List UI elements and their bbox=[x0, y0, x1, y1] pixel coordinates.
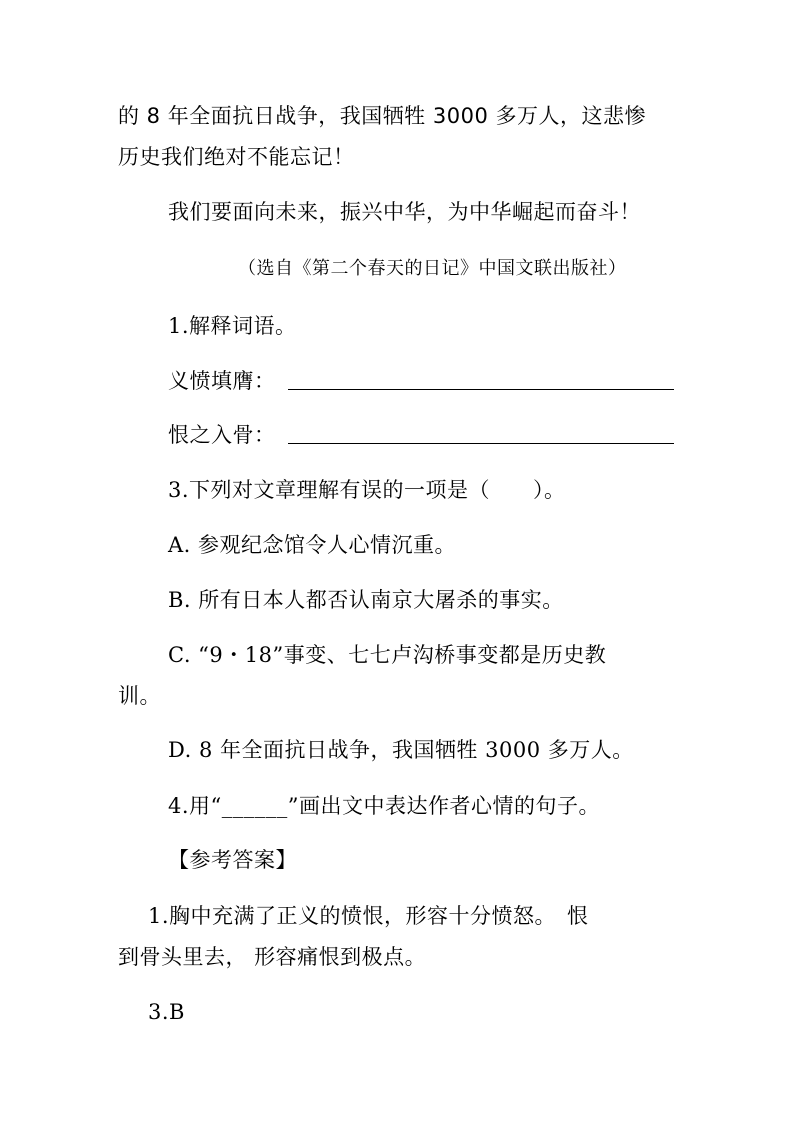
question-3-title: 3.下列对文章理解有误的一项是（ ）。 bbox=[168, 478, 566, 502]
question-1-word-1-label: 义愤填膺： bbox=[168, 369, 276, 393]
question-1-word-2-answer-line[interactable] bbox=[288, 443, 674, 444]
question-3-option-c-continued: 训。 bbox=[118, 684, 161, 708]
passage-line-2: 历史我们绝对不能忘记！ bbox=[118, 145, 355, 169]
answer-1-line-2: 到骨头里去， 形容痛恨到极点。 bbox=[118, 945, 427, 969]
answer-3: 3.B bbox=[148, 1000, 185, 1024]
question-3-option-c: C. “9・18”事变、七七卢沟桥事变都是历史教 bbox=[168, 643, 607, 667]
passage-line-1: 的 8 年全面抗日战争，我国牺牲 3000 多万人，这悲惨 bbox=[118, 104, 647, 128]
passage-source: （选自《第二个春天的日记》中国文联出版社） bbox=[238, 258, 627, 279]
question-1-word-1-answer-line[interactable] bbox=[288, 389, 674, 390]
answers-heading: 【参考答案】 bbox=[168, 848, 297, 872]
passage-line-3: 我们要面向未来，振兴中华，为中华崛起而奋斗！ bbox=[168, 200, 641, 224]
question-1-title: 1.解释词语。 bbox=[168, 314, 297, 338]
question-4-title: 4.用“______”画出文中表达作者心情的句子。 bbox=[168, 794, 601, 818]
question-3-option-b: B. 所有日本人都否认南京大屠杀的事实。 bbox=[168, 588, 564, 612]
answer-1-line-1: 1.胸中充满了正义的愤恨，形容十分愤怒。 恨 bbox=[148, 904, 589, 928]
question-3-option-a: A. 参观纪念馆令人心情沉重。 bbox=[168, 533, 457, 557]
question-3-option-d: D. 8 年全面抗日战争，我国牺牲 3000 多万人。 bbox=[168, 738, 634, 762]
question-1-word-2-label: 恨之入骨： bbox=[168, 423, 276, 447]
